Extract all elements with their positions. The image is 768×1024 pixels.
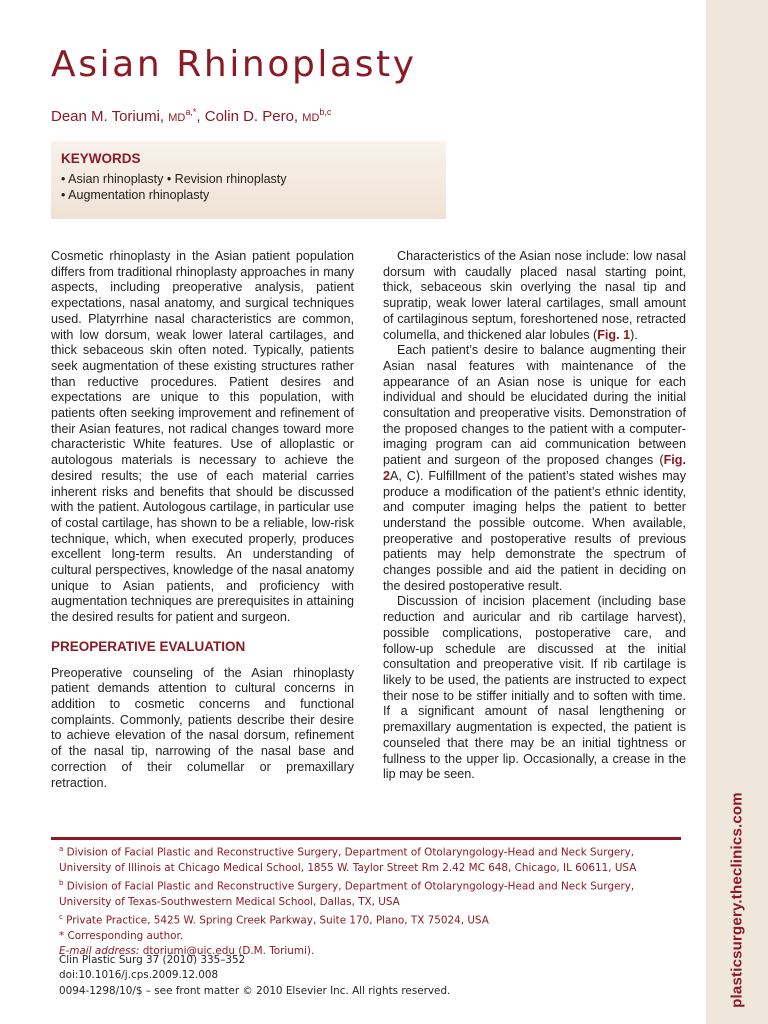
figure-1-link[interactable]: Fig. 1 — [597, 327, 631, 342]
author-2-degree: MD — [302, 112, 320, 124]
corresponding-author: * Corresponding author. — [59, 929, 184, 942]
footnote-b-continued: University of Texas-Southwestern Medical School, Dallas, TX, USA — [59, 895, 400, 908]
figure-2-link[interactable]: Fig. 2 — [383, 453, 686, 483]
citation-block — [59, 953, 450, 999]
footnotes — [59, 842, 689, 959]
footnote-b — [59, 876, 689, 895]
left-column — [51, 249, 354, 791]
characteristics-text: Characteristics of the Asian nose include: low nasal dorsum with caudally placed nasal starting point, thick, sebaceous skin overlying the nasal tip and supratip, weak lower lateral cartilages, small amount of cartilaginous septum, foreshortened nose, retracted columella, and thickened alar lobules ( — [383, 249, 686, 342]
desire-text-end: A, C). Fulfillment of the patient’s stated wishes may produce a modification of the patient’s ethnic identity, and computer imaging helps the patient to better understand the possible outcome. When available, preoperative and postoperative results of previous patients may help demonstrate the spectrum of changes possible and aid the patient in deciding on the desired postoperative result. — [383, 468, 686, 593]
journal-citation: Clin Plastic Surg 37 (2010) 335–352 — [59, 954, 246, 966]
footnote-a-continued: University of Illinois at Chicago Medical School, 1855 W. Taylor Street Rm 2.42 MC 648, Chicago, IL 60611, USA — [59, 861, 637, 874]
author-2-affiliation: b,c — [319, 107, 332, 117]
keywords-line-2: • Augmentation rhinoplasty — [61, 188, 210, 202]
footnote-c-line-1: Private Practice, 5425 W. Spring Creek Parkway, Suite 170, Plano, TX 75024, USA — [66, 914, 489, 927]
author-1-degree: MD — [168, 112, 186, 124]
email-address[interactable]: dtoriumi@uic.edu (D.M. Toriumi). — [142, 945, 315, 958]
footnote-b-line-1: Division of Facial Plastic and Reconstructive Surgery, Department of Otolaryngology-Head and Neck Surgery, — [66, 880, 635, 893]
footnote-a-line-1: Division of Facial Plastic and Reconstructive Surgery, Department of Otolaryngology-Head and Neck Surgery, — [66, 846, 635, 859]
author-1-name: Dean M. Toriumi, — [51, 108, 165, 125]
incision-paragraph: Discussion of incision placement (including base reduction and auricular and rib cartilage harvest), possible complications, postoperative care, and follow-up schedule are discussed at the initial consultation and preoperative visit. If rib cartilage is likely to be used, the patients are instructed to expect their nose to be stiffer initially and to soften with time. If a significant amount of nasal lengthening or premaxillary augmentation is expected, the patient is counseled that there may be an initial tightness or fullness to the upper lip. Occasionally, a crease in the lip may be seen. — [383, 594, 686, 782]
author-2-name: Colin D. Pero, — [204, 108, 299, 125]
author-separator: , — [196, 108, 205, 125]
characteristics-text-end: ). — [630, 327, 638, 342]
email-label: E-mail address: — [59, 945, 140, 958]
footnote-a — [59, 842, 689, 861]
footnote-divider — [51, 837, 681, 840]
characteristics-paragraph — [383, 249, 686, 343]
keywords-box — [51, 141, 446, 219]
intro-paragraph: Cosmetic rhinoplasty in the Asian patient population differs from traditional rhinoplasty approaches in many aspects, including preoperative analysis, patient expectations, nasal anatomy, and surgical techniques used. Platyrrhine nasal characteristics are common, with low dorsum, weak lower lateral cartilages, and thick sebaceous skin often noted. Typically, patients seek augmentation of these existing structures rather than reductive procedures. Patient desires and expectations are unique to this population, with patients often seeking improvement and refinement of their Asian features, not radical changes toward more characteristic White features. Use of alloplastic or autologous materials is necessary to achieve the desired results; the use of each material carries inherent risks and benefits that should be discussed with the patient. Autologous cartilage, in particular use of costal cartilage, has shown to be a reliable, low-risk technique, which, when executed properly, produces excellent long-term results. An understanding of cultural perspectives, knowledge of the nasal anatomy unique to Asian patients, and proficiency with augmentation techniques are prerequisites in attaining the desired results for patient and surgeon. — [51, 249, 354, 625]
keywords-heading: KEYWORDS — [61, 151, 141, 166]
footnote-b-mark: b — [59, 879, 64, 888]
footnote-a-mark: a — [59, 845, 64, 853]
copyright-line: 0094-1298/10/$ – see front matter © 2010 Elsevier Inc. All rights reserved. — [59, 984, 451, 997]
page-title: Asian Rhinoplasty — [51, 44, 417, 85]
doi[interactable]: doi:10.1016/j.cps.2009.12.008 — [59, 969, 219, 982]
section-heading-preoperative: PREOPERATIVE EVALUATION — [51, 638, 246, 654]
desire-text: Each patient’s desire to balance augmenting their Asian nasal features with maintenance of the appearance of an Asian nose is unique for each individual and should be elucidated during the initial consultation and preoperative visits. Demonstration of the proposed changes to the patient with a computer-imaging program can aid communication between patient and surgeon of the proposed changes ( — [383, 343, 686, 468]
preoperative-paragraph: Preoperative counseling of the Asian rhinoplasty patient demands attention to cultural concerns in addition to cosmetic concerns and functional complaints. Commonly, patients describe their desire to achieve elevation of the nasal dorsum, refinement of the nasal tip, narrowing of the nasal base and correction of their columellar or premaxillary retraction. — [51, 665, 354, 790]
footnote-c — [59, 910, 689, 929]
desire-paragraph — [383, 343, 686, 594]
author-line — [51, 107, 331, 125]
footnote-c-mark: c — [59, 913, 63, 922]
keywords-line-1: • Asian rhinoplasty • Revision rhinoplasty — [61, 172, 287, 186]
right-column — [383, 249, 686, 783]
journal-url[interactable]: plasticsurgery.theclinics.com — [728, 792, 746, 1008]
author-1-affiliation: a,* — [185, 107, 197, 117]
